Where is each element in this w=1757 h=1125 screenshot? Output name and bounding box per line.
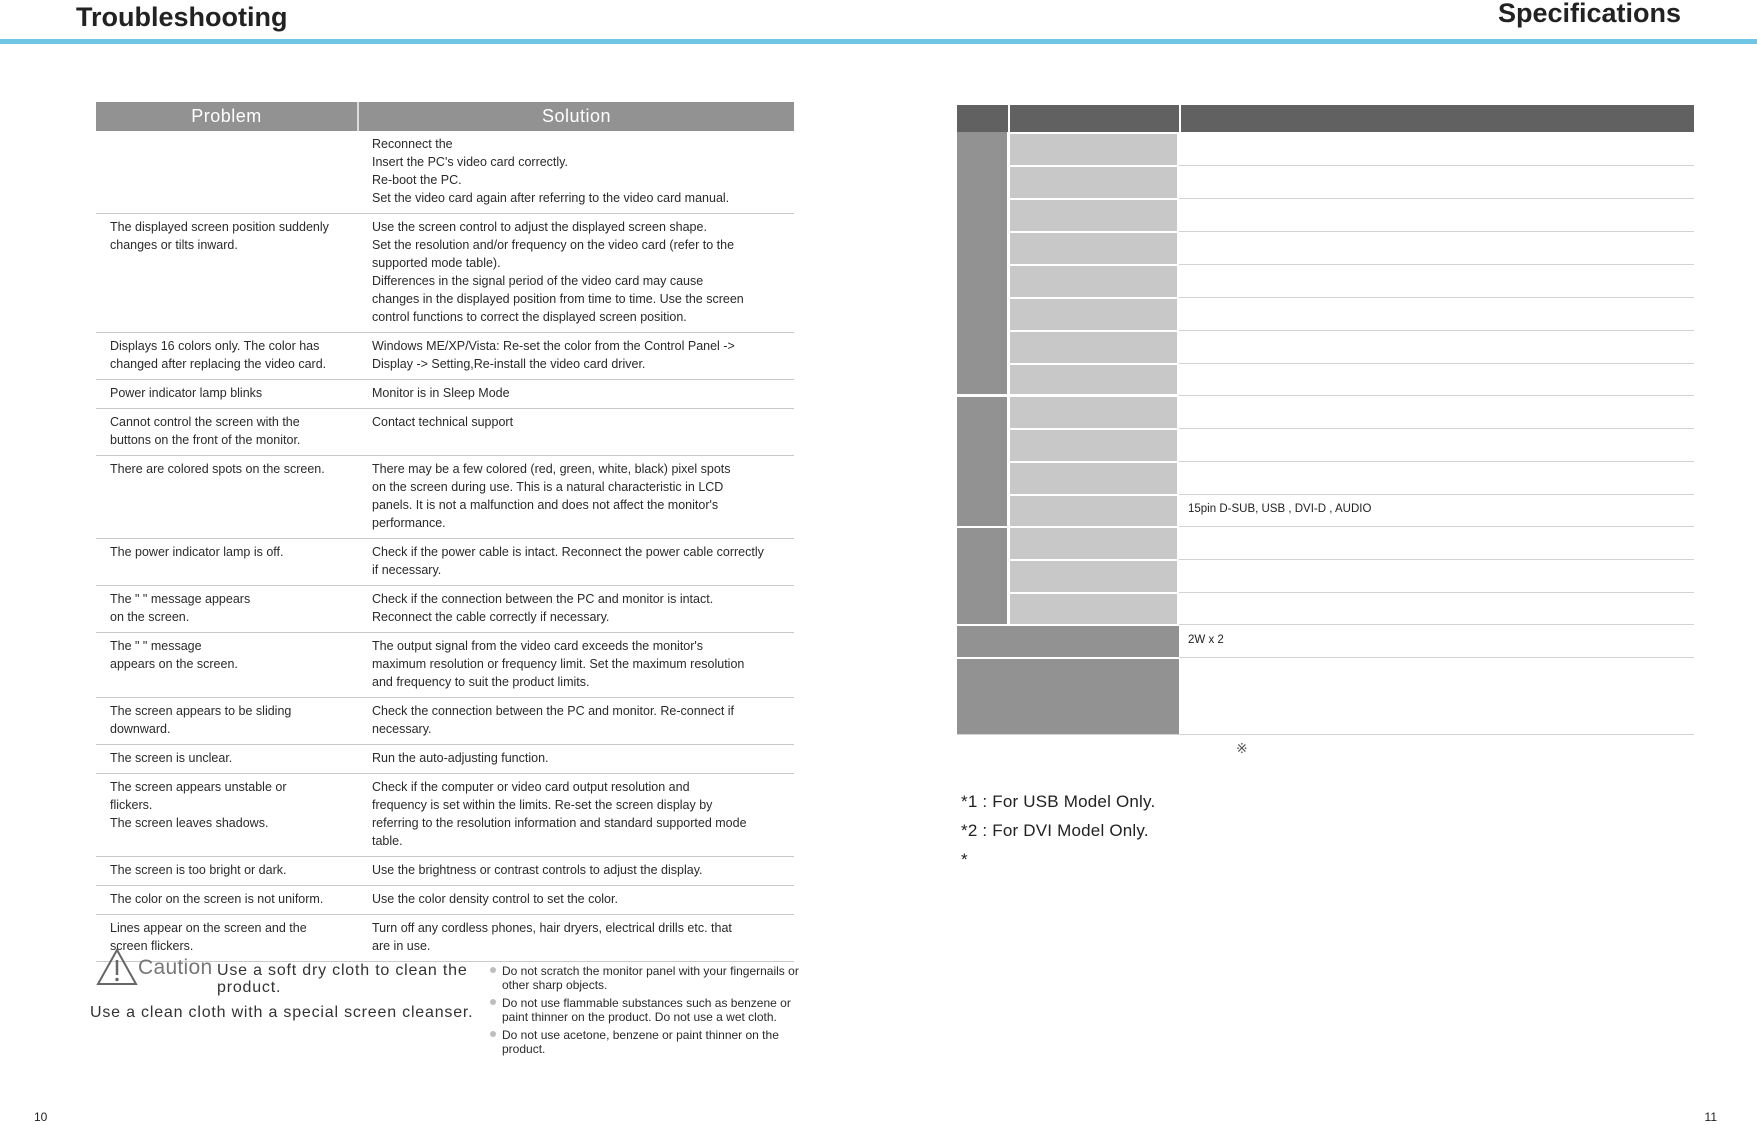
spec-label-cell (1010, 528, 1177, 559)
solution-line: Use the screen control to adjust the displayed screen shape. (372, 220, 707, 234)
solution-line: Windows ME/XP/Vista: Re-set the color from the Control Panel -> (372, 339, 735, 353)
page-title-specifications: Specifications (1497, 0, 1681, 28)
spec-row-line (1179, 330, 1694, 331)
table-row (96, 214, 794, 333)
spec-row-line (1179, 395, 1694, 396)
solution-cell (358, 586, 794, 633)
caution-bullet-list (490, 964, 820, 1060)
solution-line: Contact technical support (372, 415, 514, 429)
solution-line: Turn off any cordless phones, hair dryers, electrical drills etc. that (372, 921, 732, 935)
spec-row-line (1179, 297, 1694, 298)
problem-cell: The " " message appears on the screen. (96, 586, 358, 633)
problem-cell: The color on the screen is not uniform. (96, 886, 358, 915)
solution-cell (358, 409, 794, 456)
solution-line: changes in the displayed position from time to time. Use the screen (372, 292, 744, 306)
spec-header-divider (1008, 105, 1010, 132)
spec-row-line (1179, 624, 1694, 625)
spec-label-cell (1010, 397, 1177, 428)
solution-line: Check if the power cable is intact. Reconnect the power cable correctly (372, 545, 764, 559)
solution-line: Check the connection between the PC and monitor. Re-connect if (372, 704, 735, 718)
caution-label: Caution (138, 956, 213, 979)
table-row (96, 857, 794, 886)
spec-label-cell (1010, 233, 1177, 264)
problem-cell: Power indicator lamp blinks (96, 380, 358, 409)
warning-triangle-icon (96, 948, 138, 986)
solution-line: There may be a few colored (red, green, white, black) pixel spots (372, 462, 731, 476)
spec-group-cell (957, 132, 1007, 394)
footnote-asterisk: * (961, 850, 968, 869)
table-header-row (96, 102, 794, 131)
spec-row-line (1179, 198, 1694, 199)
problem-cell: Displays 16 colors only. The color has changed after replacing the video card. (96, 333, 358, 380)
spec-label-cell (1010, 299, 1177, 330)
spec-row-line (1179, 657, 1694, 658)
solution-cell (358, 745, 794, 774)
solution-line: and frequency to suit the product limits. (372, 675, 590, 689)
spec-label-cell (1010, 594, 1177, 624)
header-rule (0, 39, 1757, 44)
solution-line: supported mode table). (372, 256, 501, 270)
spec-row-line (1179, 494, 1694, 495)
problem-cell: The screen appears to be sliding downward. (96, 698, 358, 745)
spec-row-line (1179, 559, 1694, 560)
problem-cell: The " " message appears on the screen. (96, 633, 358, 698)
bullet-dot-icon (490, 999, 496, 1005)
table-row (96, 380, 794, 409)
spec-label-cell (1010, 561, 1177, 592)
problem-cell: There are colored spots on the screen. (96, 456, 358, 539)
solution-line: Re-boot the PC. (372, 173, 462, 187)
caution-bullet-text: Do not use flammable substances such as benzene or paint thinner on the product. Do not use a wet cloth. (502, 996, 791, 1024)
table-row (96, 539, 794, 586)
solution-line: Use the brightness or contrast controls to adjust the display. (372, 863, 703, 877)
bullet-dot-icon (490, 1031, 496, 1037)
spec-label-cell (1010, 332, 1177, 363)
spec-row-line (1179, 734, 1694, 735)
solution-line: Insert the PC's video card correctly. (372, 155, 568, 169)
problem-cell: Lines appear on the screen and the screen flickers. (96, 915, 358, 962)
problem-cell: The screen is too bright or dark. (96, 857, 358, 886)
spec-label-cell (1010, 200, 1177, 231)
spec-row-line (1179, 461, 1694, 462)
table-row (96, 131, 794, 214)
solution-line: Monitor is in Sleep Mode (372, 386, 510, 400)
page-number-right: 11 (1704, 1110, 1717, 1124)
solution-line: panels. It is not a malfunction and does not affect the monitor's (372, 498, 719, 512)
spec-header-divider (1179, 105, 1181, 132)
spec-row-line (1179, 526, 1694, 527)
solution-cell (358, 456, 794, 539)
table-row (96, 456, 794, 539)
solution-cell (358, 131, 794, 214)
solution-line: control functions to correct the displayed screen position. (372, 310, 687, 324)
solution-line: Differences in the signal period of the video card may cause (372, 274, 704, 288)
table-row (96, 745, 794, 774)
solution-line: performance. (372, 516, 446, 530)
solution-line: necessary. (372, 722, 432, 736)
solution-line: if necessary. (372, 563, 442, 577)
solution-line: maximum resolution or frequency limit. Set the maximum resolution (372, 657, 745, 671)
table-row (96, 633, 794, 698)
spec-label-cell (1010, 463, 1177, 494)
spec-label-cell (1010, 134, 1177, 165)
solution-line: Reconnect the cable correctly if necessary. (372, 610, 610, 624)
solution-cell (358, 857, 794, 886)
spec-value-connectors: 15pin D-SUB, USB , DVI-D , AUDIO (1188, 503, 1372, 515)
spec-label-cell (1010, 496, 1177, 526)
caution-bullet-text: Do not use acetone, benzene or paint thinner on the product. (502, 1028, 779, 1056)
problem-cell: Cannot control the screen with the buttons on the front of the monitor. (96, 409, 358, 456)
spec-row-line (1179, 264, 1694, 265)
footnote-usb: *1 : For USB Model Only. (961, 792, 1156, 811)
solution-line: frequency is set within the limits. Re-set the screen display by (372, 798, 713, 812)
spec-row-line (957, 734, 1179, 735)
solution-line: The output signal from the video card exceeds the monitor's (372, 639, 704, 653)
spec-label-cell (1010, 430, 1177, 461)
problem-cell: The displayed screen position suddenly changes or tilts inward. (96, 214, 358, 333)
problem-cell (96, 131, 358, 214)
spec-row-line (1179, 231, 1694, 232)
table-row (96, 886, 794, 915)
spec-row-line (1179, 363, 1694, 364)
solution-cell (358, 333, 794, 380)
spec-header-row (957, 105, 1694, 132)
column-header-problem: Problem (96, 102, 358, 131)
caution-text-clean-cloth: Use a clean cloth with a special screen cleanser. (90, 1004, 474, 1021)
solution-line: Use the color density control to set the color. (372, 892, 618, 906)
spec-group-cell (957, 528, 1007, 624)
solution-cell (358, 886, 794, 915)
solution-cell (358, 698, 794, 745)
caution-text-soft-cloth: Use a soft dry cloth to clean the product. (217, 962, 468, 996)
problem-cell: The screen is unclear. (96, 745, 358, 774)
caution-block (90, 946, 810, 1066)
spec-label-cell (1010, 365, 1177, 394)
troubleshooting-table (96, 102, 794, 962)
solution-cell (358, 633, 794, 698)
problem-cell: The power indicator lamp is off. (96, 539, 358, 586)
spec-row-line (1179, 165, 1694, 166)
spec-label-cell (1010, 167, 1177, 198)
spec-value-speaker: 2W x 2 (1188, 634, 1224, 646)
problem-cell: The screen appears unstable or flickers. The screen leaves shadows. (96, 774, 358, 857)
solution-line: on the screen during use. This is a natural characteristic in LCD (372, 480, 724, 494)
footnote-dvi: *2 : For DVI Model Only. (961, 821, 1149, 840)
solution-line: table. (372, 834, 403, 848)
table-row (96, 409, 794, 456)
spec-label-cell-wide (957, 626, 1179, 657)
solution-line: referring to the resolution information and standard supported mode (372, 816, 747, 830)
caution-bullet (490, 996, 820, 1024)
caution-bullet-text: Do not scratch the monitor panel with your fingernails or other sharp objects. (502, 964, 799, 992)
spec-row-line (1179, 592, 1694, 593)
solution-line: are in use. (372, 939, 431, 953)
table-row (96, 774, 794, 857)
spec-row-line (1179, 428, 1694, 429)
column-header-solution: Solution (358, 102, 794, 131)
troubleshooting-body (96, 131, 794, 962)
table-row (96, 698, 794, 745)
solution-line: Set the video card again after referring to the video card manual. (372, 191, 730, 205)
page-title-troubleshooting: Troubleshooting (76, 2, 288, 32)
spec-label-cell (1010, 266, 1177, 297)
table-row (96, 333, 794, 380)
solution-line: Run the auto-adjusting function. (372, 751, 549, 765)
table-row (96, 586, 794, 633)
solution-line: Display -> Setting,Re-install the video card driver. (372, 357, 646, 371)
spec-group-cell (957, 397, 1007, 526)
page-number-left: 10 (34, 1110, 48, 1124)
caution-bullet (490, 964, 820, 992)
solution-line: Reconnect the (372, 137, 453, 151)
solution-cell (358, 539, 794, 586)
solution-line: Check if the computer or video card output resolution and (372, 780, 690, 794)
bullet-dot-icon (490, 967, 496, 973)
solution-cell (358, 380, 794, 409)
spec-label-cell-wide (957, 659, 1179, 734)
solution-line: Check if the connection between the PC and monitor is intact. (372, 592, 714, 606)
solution-cell (358, 774, 794, 857)
solution-cell (358, 214, 794, 333)
spec-note-mark: ※ (1236, 740, 1248, 756)
caution-bullet (490, 1028, 820, 1056)
solution-line: Set the resolution and/or frequency on the video card (refer to the (372, 238, 735, 252)
